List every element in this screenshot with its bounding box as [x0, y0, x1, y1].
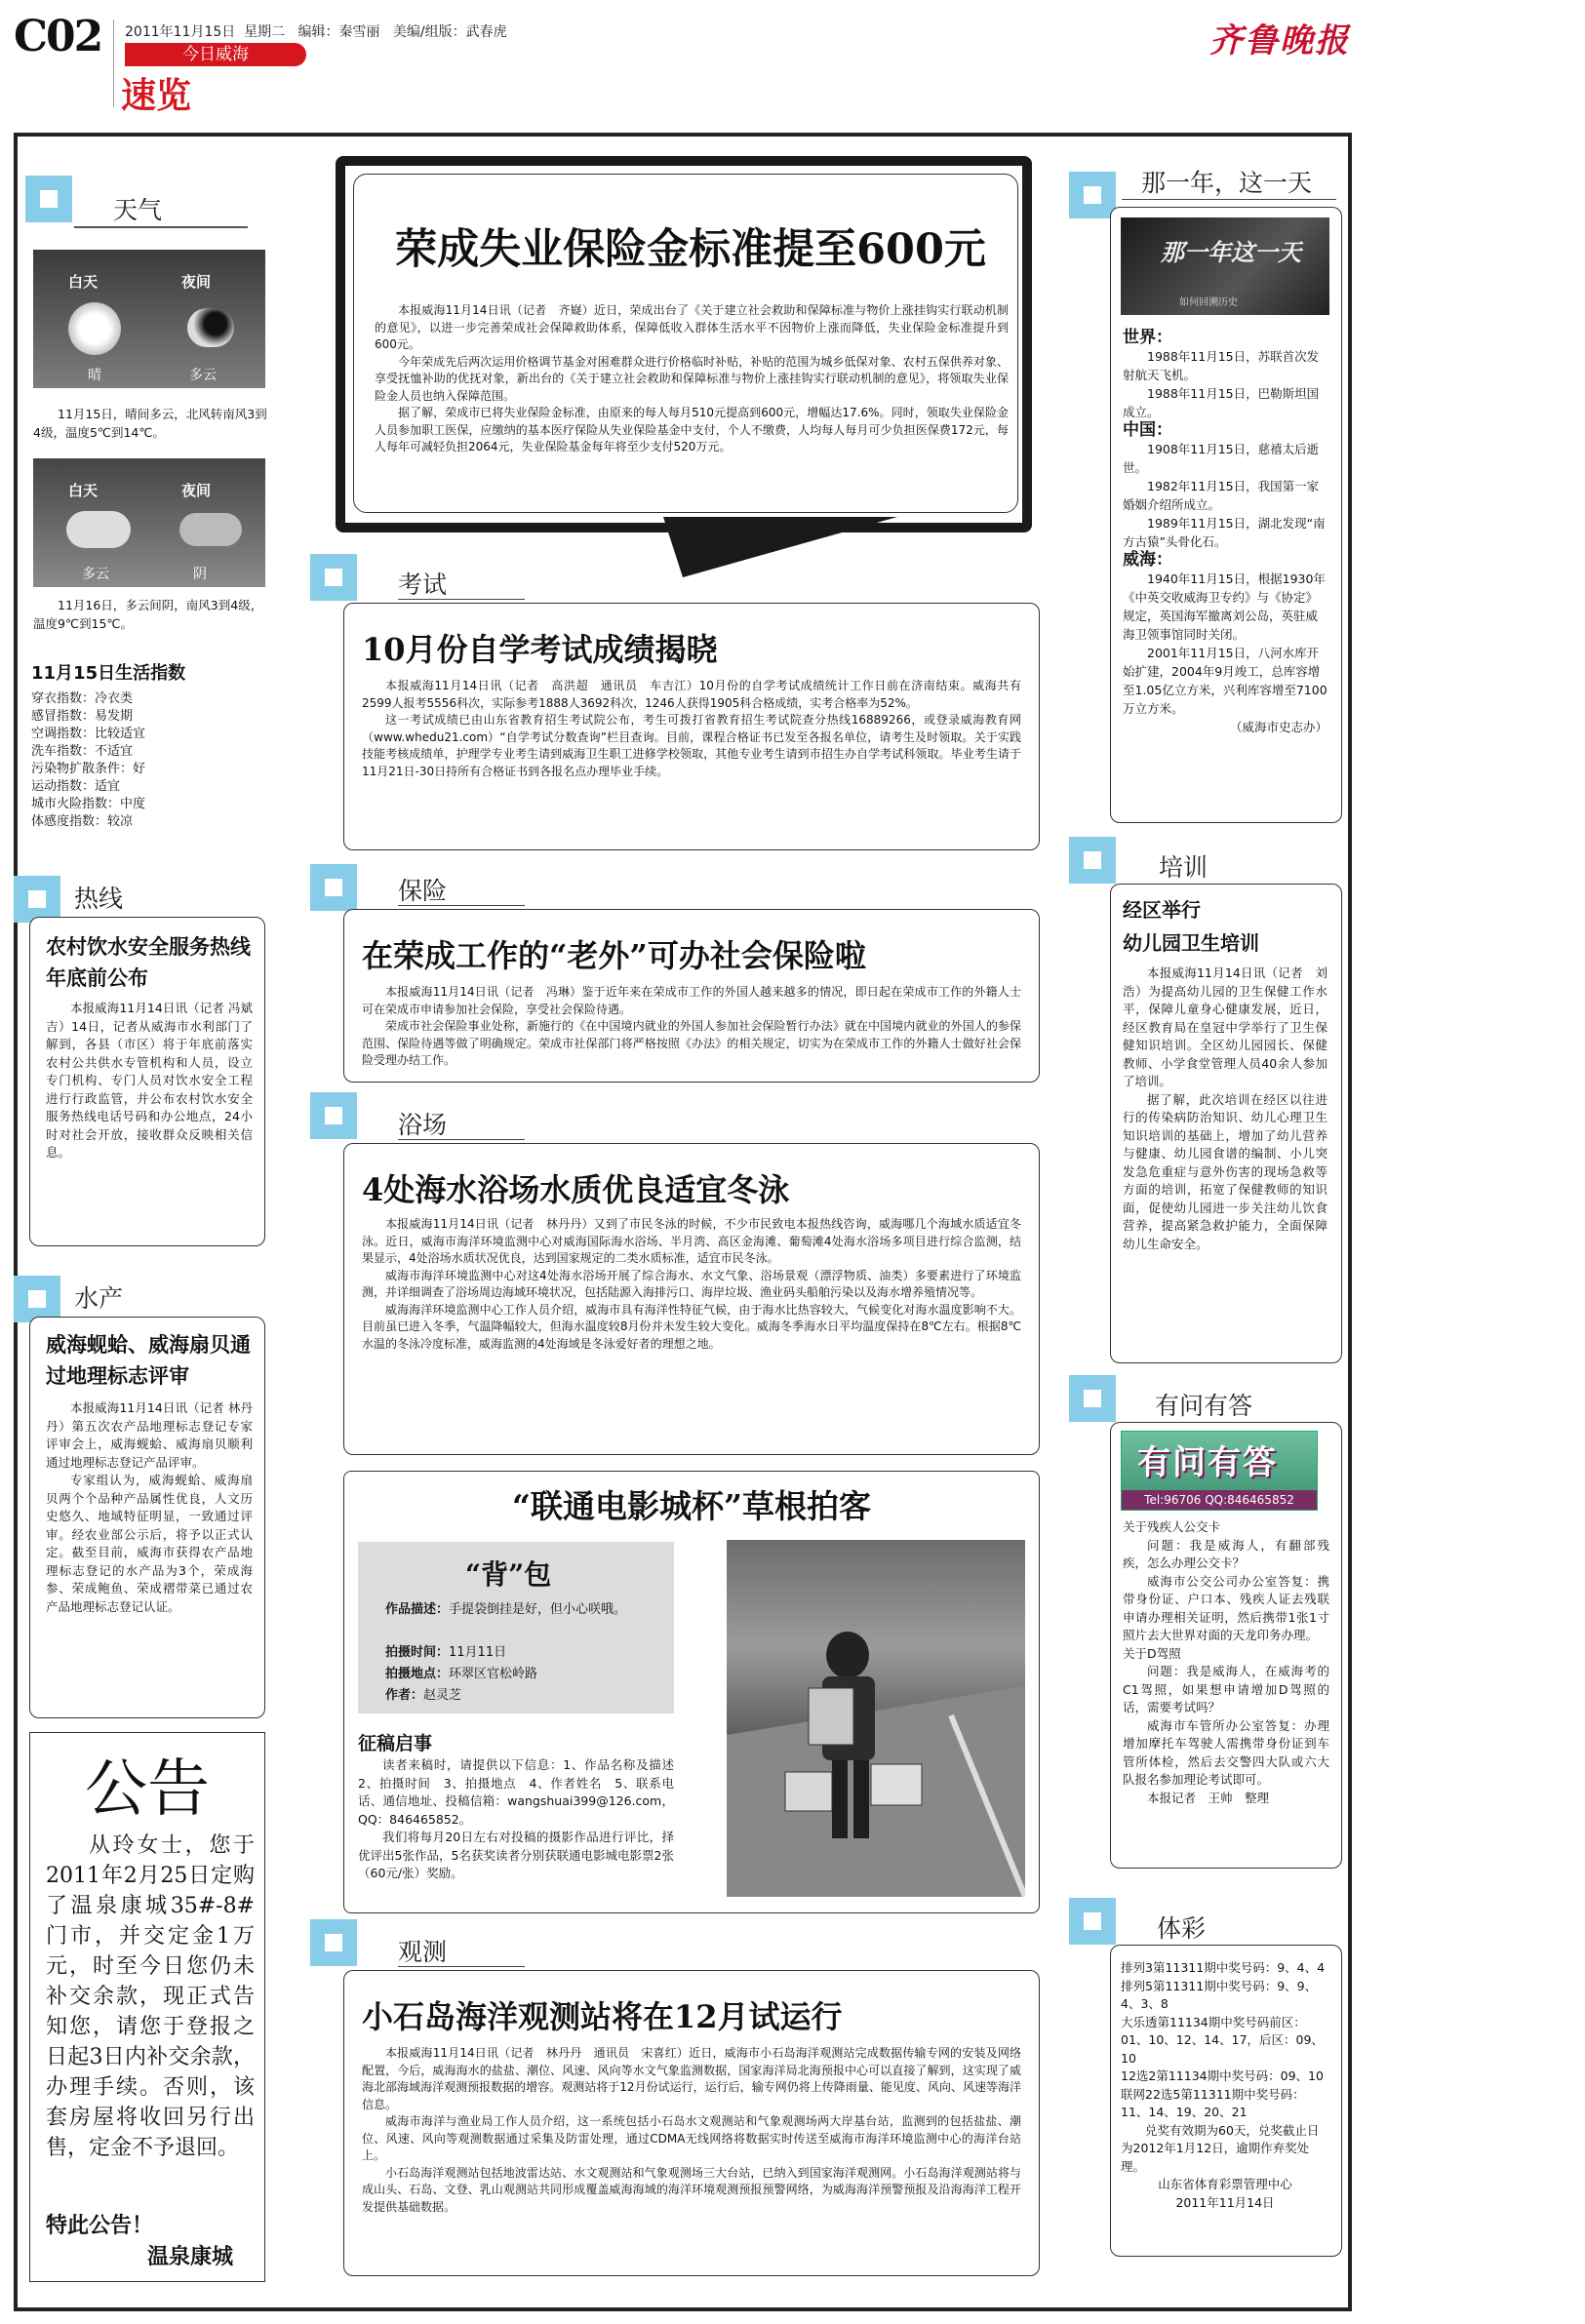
bathing-body: 本报威海11月14日讯（记者 林丹丹）又到了市民冬泳的时候，不少市民致电本报热线咨询，威海哪几个海域水质适宜冬泳。近日，威海市海洋环境监测中心对威海国际海水浴场、半月湾、高区金海滩、葡萄滩4处海水浴场多项目进行综合监测，结果显示，4处浴场水质状况优良，达到国家规定的二类水质标准，适宜市民冬泳。 威海市海洋环境监测中心对这4处海水浴场开展了综合海水、水文气象、浴场景观（漂浮物质、油类）多要素进行了环境监测，并详细调查了浴场周边海域环境状况，包括陆源入海排污口、海岸垃圾、渔业码头船舶污染以及海水增养殖情况等。 威海海洋环境监测中心工作人员介绍，威海市具有海洋性特征气候，由于海水比热容较大，气候变化对海水温度影响不大。目前虽已进入冬季，气温降幅较大，但海水温度较8月份并未发生较大变化。威海冬季海水日平均温度保持在8℃左右。根据8℃水温的冬泳冷度标准，威海监测的4处海域是冬泳爱好者的理想之地。 — [362, 1217, 1021, 1351]
moon-cloud-icon — [187, 308, 234, 347]
photo-call-body: 读者来稿时，请提供以下信息：1、作品名称及描述 2、拍摄时间 3、拍摄地点 4、作者姓名 5、联系电话、通信地址、投稿信箱：wangshuai399@126.com，QQ：846465852。 我们将每月20日左右对投稿的摄影作品进行评比，择优评出5张作品，5名获奖读者分别获联通电影城电影票2张（60元/张）奖励。 — [358, 1757, 687, 1880]
training-title1: 经区举行 — [1123, 898, 1201, 922]
life-index-item: 体感度指数：较凉 — [31, 814, 134, 829]
aquatic-body: 本报威海11月14日讯（记者 林丹丹）第五次农产品地理标志登记专家评审会上，威海蚬蛤、威海扇贝顺利通过地理标志登记产品评审。 专家组认为，威海蚬蛤、威海扇贝两个个品种产品属性优良，人文历史悠久、地域特征明显，一致通过评审。经农业部公示后，将予以正式认定。截至目前，威海市获得农产品地理标志登记的水产品为3个，荣成海参、荣成鲍鱼、荣成褶带菜已通过农产品地理标志登记认证。 — [46, 1400, 253, 1614]
qa-body: 关于残疾人公交卡 问题：我是威海人，有翻部残疾，怎么办理公交卡？ 威海市公交公司办公室答复：携带身份证、户口本、残疾人证去残联申请办理相关证明，然后携带1张1寸照片去大世界对面的天龙印务办理。 关于D驾照 问题：我是威海人，在威海考的C1驾照，如果想申请增加D驾照的话，需要考试吗？ 威海市车管所办公室答复：办理增加摩托车驾驶人需携带身份证到车管所体检，然后去交警四大队或六大队报名参加理论考试即可。 本报记者 王帅 整理 — [1123, 1519, 1329, 1805]
weather-image-tomorrow: 白天 夜间 多云 阴 — [33, 458, 265, 587]
photo-contest-headline: “联通电影城杯”草根拍客 — [512, 1487, 871, 1525]
overcast-icon — [179, 513, 242, 546]
section-tag: 今日威海 — [125, 43, 306, 66]
lottery-body: 排列3第11311期中奖号码：9、4、4 排列5第11311期中奖号码：9、9、4、3、8 大乐透第11134期中奖号码前区：01、10、12、14、17，后区：09、10 12选2第11134期中奖号码：09、10 联网22选5第11311期中奖号码：11、14、19、20、21 兑奖有效期为60天，兑奖截止日为2012年1月12日，逾期作弃奖处理。 山东省体育彩票管理中心 2011年11月14日 — [1121, 1960, 1326, 2210]
photo-call-title: 征稿启事 — [358, 1733, 433, 1754]
history-body: 世界： 1988年11月15日，苏联首次发射航天飞机。 1988年11月15日，巴勒斯坦国成立。 中国： 1908年11月15日，慈禧太后逝世。 1982年11月15日，我国第一家婚姻介绍所成立。 1989年11月15日，湖北发现“南方古猿”头骨化石。 威海： 1940年11月15日，根据1930年《中英交收威海卫专约》与《协定》规定，英国海军撤离刘公岛，英驻威海卫领事馆同时关闭。 2001年11月15日，八河水库开始扩建，2004年9月竣工，总库容增至1.05亿立方米，兴利库容增至7100万立方米。 （威海市史志办） — [1123, 328, 1327, 734]
section-underline — [398, 599, 525, 600]
header-divider — [113, 20, 114, 107]
sun-icon — [68, 302, 121, 355]
section-marker — [25, 176, 72, 222]
section-marker — [310, 1092, 357, 1139]
insurance-box — [343, 909, 1040, 1083]
section-marker — [14, 876, 60, 923]
training-box — [1110, 884, 1342, 1363]
notice-title: 公告 — [85, 1753, 210, 1826]
weather-image-today: 白天 夜间 晴 多云 — [33, 250, 265, 388]
section-underline — [398, 1139, 525, 1140]
life-index-item: 城市火险指数：中度 — [31, 797, 146, 811]
lottery-box — [1110, 1945, 1342, 2257]
section-label-exam: 考试 — [398, 571, 448, 599]
main-headline: 荣成失业保险金标准提至600元 — [395, 225, 986, 274]
notice-body: 从玲女士，您于2011年2月25日定购了温泉康城35#-8#门市，并交定金1万元，时至今日您仍未补交余款，现正式告知您，请您于登报之日起3日内补交余款，办理手续。否则，该套房屋将收回另行出售，定金不予退回。 — [46, 1833, 255, 2160]
aquatic-title: 威海蚬蛤、威海扇贝通过地理标志评审 — [46, 1333, 251, 1388]
speech-bubble-tail — [663, 517, 917, 585]
hotline-title: 农村饮水安全服务热线年底前公布 — [46, 935, 251, 990]
section-marker — [310, 1919, 357, 1966]
brand-logo: 齐鲁晚报 — [1209, 21, 1350, 60]
life-index-item: 洗车指数：不适宜 — [31, 744, 134, 759]
photo-image — [727, 1540, 1025, 1897]
section-underline — [398, 1966, 525, 1967]
ocean-body: 本报威海11月14日讯（记者 林丹丹 通讯员 宋喜红）近日，威海市小石岛海洋观测站完成数据传输专网的安装及网络配置，今后，威海海水的盐盐、潮位、风速、风向等水文气象监测数据，国家海洋局北海预报中心可以直接了解到，这实现了威海北部海域海洋观测预报数据的增容。观测站将于12月份试运行，运行后，输专网仍将上传降雨量、能见度、风向、风速等海洋信息。 威海市海洋与渔业局工作人员介绍，这一系统包括小石岛水文观测站和气象观测场两大岸基台站，监测到的包括盐盐、潮位、风速、风向等观测数据通过采集及防雷处理，通过CDMA无线网络将数据实时传送至威海市海洋环境监测中心的海洋台站上。 小石岛海洋观测站包括地波雷达站、水文观测站和气象观测场三大台站，已纳入到国家海洋观测网。小石岛海洋观测站将与成山头、石岛、文登、乳山观测站共同形成覆盖威海海域的海洋环境观测预报预警网络，为威海海洋预警预报及沿海海洋工程开发提供基础数据。 — [362, 2046, 1021, 2214]
section-label-lottery: 体彩 — [1157, 1914, 1207, 1943]
bathing-headline: 4处海水浴场水质优良适宜冬泳 — [362, 1171, 790, 1208]
section-marker — [1069, 1898, 1116, 1945]
section-label-history: 那一年，这一天 — [1141, 169, 1313, 197]
history-china-label: 中国： — [1123, 420, 1172, 440]
weather-text-tomorrow: 11月16日，多云间阴，南风3到4级，温度9℃到15℃。 — [33, 598, 263, 631]
section-label-qa: 有问有答 — [1155, 1392, 1253, 1420]
notice-closing: 特此公告！ — [46, 2213, 154, 2238]
photo-info-panel — [358, 1542, 674, 1713]
header-rule — [14, 133, 1352, 137]
section-label-bathing: 浴场 — [398, 1111, 448, 1139]
life-index-list — [31, 690, 265, 831]
insurance-headline: 在荣成工作的“老外”可办社会保险啦 — [362, 937, 866, 974]
bathing-box — [343, 1143, 1040, 1455]
life-index-item: 运动指数：适宜 — [31, 779, 121, 794]
section-marker — [1069, 172, 1116, 218]
right-rule — [1348, 137, 1352, 2311]
section-underline — [398, 905, 525, 906]
training-body: 本报威海11月14日讯（记者 刘浩）为提高幼儿园的卫生保健工作水平，保障儿童身心健康发展，近日，经区教育局在皇冠中学举行了卫生保健知识培训。全区幼儿园园长、保健教师、小学食堂管理人员40余人参加了培训。 据了解，此次培训在经区以往进行的传染病防治知识、幼儿心理卫生知识培训的基础上，增加了幼儿营养与健康、幼儿园食谱的编制、小儿突发急危重症与意外伤害的现场急救等方面的培训，拓宽了保健教师的知识面，促使幼儿园进一步关注幼儿饮食营养，提高紧急救护能力，全面保障幼儿生命安全。 — [1123, 965, 1327, 1251]
history-box — [1110, 207, 1342, 823]
section-marker — [1069, 1375, 1116, 1422]
section-title: 速览 — [121, 75, 192, 116]
section-label-weather: 天气 — [113, 196, 163, 224]
bottom-rule — [14, 2307, 1352, 2311]
section-marker — [310, 864, 357, 911]
qa-box — [1110, 1422, 1342, 1869]
section-marker — [310, 554, 357, 601]
history-weihai-label: 威海： — [1123, 550, 1172, 570]
qa-logo: 有问有答 Tel:96706 QQ:846465852 — [1121, 1431, 1318, 1511]
aquatic-box — [29, 1317, 265, 1718]
weather-text-today: 11月15日，晴间多云，北风转南风3到4级，温度5℃到14℃。 — [33, 407, 267, 440]
photo-author: 作者：赵灵芝 — [385, 1688, 462, 1703]
header-date: 2011年11月15日 星期二 编辑：秦雪丽 美编/组版：武春虎 — [125, 24, 507, 40]
exam-headline: 10月份自学考试成绩揭晓 — [362, 631, 718, 668]
cloudy-icon — [66, 511, 131, 548]
life-index-item: 污染物扩散条件：好 — [31, 762, 146, 776]
exam-body: 本报威海11月14日讯（记者 高洪超 通讯员 车吉江）10月份的自学考试成绩统计工作日前在济南结束。威海共有2599人报考5556科次，实际参考1888人3692科次，1246人获得1905科合格成绩，实考合格率为52%。 这一考试成绩已由山东省教育招生考试院公布，考生可拨打省教育招生考试院查分热线16889266，或登录威海教育网（www.whedu21.com）“自学考试分数查询”栏目查询。目前，课程合格证书已发至各报名单位，请考生及时领取。关于实践技能考核成绩单，护理学专业考生请到威海卫生职工进修学校领取，其他专业考生请到市招生办自学考试科领取。毕业考生请于11月21日-30日持所有合格证书到各报名点办理毕业手续。 — [362, 679, 1021, 778]
notice-box — [29, 1732, 265, 2282]
left-rule — [14, 137, 18, 2311]
section-label-ocean: 观测 — [398, 1938, 448, 1966]
hotline-box — [29, 917, 265, 1246]
photo-work-title: “背”包 — [465, 1558, 552, 1591]
notice-signer: 温泉康城 — [147, 2244, 234, 2269]
main-story-body: 本报威海11月14日讯（记者 齐嶷）近日，荣成出台了《关于建立社会救助和保障标准与物价上涨挂钩实行联动机制的意见》，以进一步完善荣成社会保障救助体系，保障低收入群体生活水平不因物价上涨而降低，失业保险金标准提升到600元。 今年荣成先后两次运用价格调节基金对困难群众进行价格临时补贴，补贴的范围为城乡低保对象、农村五保供养对象、享受抚恤补助的优抚对象，新出台的《关于建立社会救助和保障标准与物价上涨挂钩实行联动机制的意见》，将领取失业保险金人员也纳入保障范围。 据了解，荣成市已将失业保险金标准，由原来的每人每月510元提高到600元，增幅达17.6%。同时，领取失业保险金人员参加职工医保，应缴纳的基本医疗保险从失业保险基金中支付，个人不缴费，人均每人每月可少负担医保费172元，每人每年可减轻负担2064元，失业保险基金每年将至少支付520万元。 — [375, 303, 1009, 453]
section-underline — [1122, 199, 1336, 200]
photo-contest-box — [343, 1471, 1040, 1913]
section-underline — [74, 226, 248, 228]
life-index-item: 空调指数：比较适宜 — [31, 727, 146, 741]
history-world-label: 世界： — [1123, 328, 1172, 347]
life-index-item: 穿衣指数：冷衣类 — [31, 691, 134, 706]
hotline-body: 本报威海11月14日讯（记者 冯斌吉）14日，记者从威海市水利部门了解到，各县（市区）将于年底前落实农村公共供水专管机构和人员，设立专门机构、专门人员对饮水安全工程进行行政监管，并公布农村饮水安全服务热线电话号码和办公地点，24小时对社会开放，接收群众反映相关信息。 — [46, 1001, 253, 1160]
photo-place: 拍摄地点：环翠区官松岭路 — [385, 1667, 538, 1681]
section-label-training: 培训 — [1159, 853, 1209, 882]
photo-time: 拍摄时间：11月11日 — [385, 1645, 507, 1660]
photo-desc: 作品描述：手提袋倒挂是好，但小心咲哦。 — [385, 1602, 627, 1617]
ocean-box — [343, 1970, 1040, 2276]
life-index-item: 感冒指数：易发期 — [31, 709, 134, 724]
section-label-hotline: 热线 — [74, 885, 124, 913]
insurance-body: 本报威海11月14日讯（记者 冯琳）鉴于近年来在荣成市工作的外国人越来越多的情况，即日起在荣成市工作的外籍人士可在荣成市申请参加社会保险，享受社会保险待遇。 荣成市社会保险事业处称，新施行的《在中国境内就业的外国人参加社会保险暂行办法》就在中国境内就业的外国人的参保范围、保险待遇等做了明确规定。荣成市社保部门将严格按照《办法》的相关规定，切实为在荣成市工作的外籍人士做好社会保险受理办结工作。 — [362, 985, 1021, 1067]
section-label-insurance: 保险 — [398, 877, 448, 905]
section-label-aquatic: 水产 — [74, 1284, 124, 1313]
section-marker — [1069, 837, 1116, 884]
exam-box — [343, 603, 1040, 850]
history-banner: 那一年这一天 如何回溯历史 — [1121, 217, 1329, 315]
section-marker — [14, 1276, 60, 1322]
page-number: C02 — [14, 12, 102, 61]
ocean-headline: 小石岛海洋观测站将在12月试运行 — [362, 1998, 843, 2035]
life-index-title: 11月15日生活指数 — [31, 663, 186, 684]
training-title2: 幼儿园卫生培训 — [1123, 931, 1259, 955]
